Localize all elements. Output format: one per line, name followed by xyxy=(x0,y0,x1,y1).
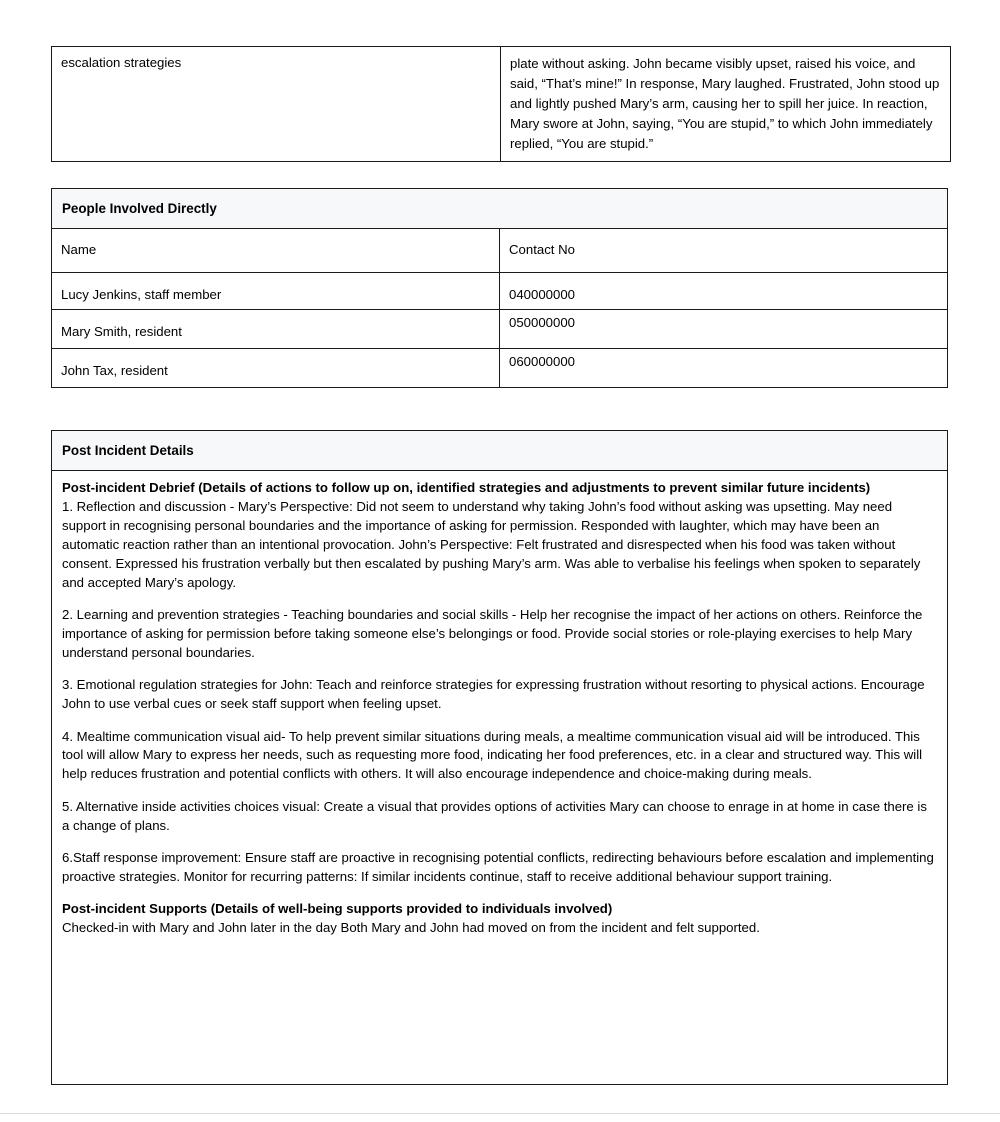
post-incident-body xyxy=(62,479,937,938)
page-boundary-rule xyxy=(0,1113,1000,1114)
incident-narrative-continued-table xyxy=(51,46,951,162)
people-involved-section-title: People Involved Directly xyxy=(62,201,217,216)
table-header-row xyxy=(52,229,948,273)
column-header-contact: Contact No xyxy=(509,242,575,258)
people-involved-section-header-cell xyxy=(52,189,948,229)
person-name-cell xyxy=(52,349,500,388)
table-row xyxy=(52,47,951,162)
incident-narrative-label-cell xyxy=(52,47,501,162)
post-incident-section-header-cell xyxy=(52,431,948,471)
incident-narrative-text-cell xyxy=(501,47,951,162)
person-contact-cell xyxy=(500,310,948,349)
column-header-name-cell xyxy=(52,229,500,273)
column-header-name: Name xyxy=(61,242,97,258)
post-incident-details-table xyxy=(51,430,948,1085)
person-contact-cell xyxy=(500,273,948,310)
debrief-paragraph-5: 5. Alternative inside activities choices visual: Create a visual that provides options of activities Mary can choose to enrage in at home in case there is a change of plans. xyxy=(62,798,927,833)
people-involved-table xyxy=(51,188,948,388)
person-name: Mary Smith, resident xyxy=(61,324,182,340)
person-contact: 040000000 xyxy=(509,287,576,303)
table-section-header-row xyxy=(52,431,948,471)
post-incident-debrief-heading: Post-incident Debrief (Details of actions to follow up on, identified strategies and adjustments to prevent similar future incidents) xyxy=(62,480,871,496)
table-row xyxy=(52,471,948,1085)
person-name: John Tax, resident xyxy=(61,363,168,379)
post-incident-body-cell xyxy=(52,471,948,1085)
table-row xyxy=(52,349,948,388)
table-section-header-row xyxy=(52,189,948,229)
table-row xyxy=(52,273,948,310)
person-name-cell xyxy=(52,273,500,310)
person-contact: 050000000 xyxy=(509,315,576,331)
post-incident-section-title: Post Incident Details xyxy=(62,443,194,458)
debrief-paragraph-6: 6.Staff response improvement: Ensure staff are proactive in recognising potential conflicts, redirecting behaviours before escalation and implementing proactive strategies. Monitor for recurring patterns: If similar incidents continue, staff to receive additional behaviour support training. xyxy=(62,849,934,884)
debrief-paragraph-3: 3. Emotional regulation strategies for John: Teach and reinforce strategies for expressing frustration without resorting to physical actions. Encourage John to use verbal cues or seek staff support when feeling upset. xyxy=(62,677,925,712)
column-header-contact-cell xyxy=(500,229,948,273)
incident-narrative-text: plate without asking. John became visibly upset, raised his voice, and said, “That’s mine!” In response, Mary laughed. Frustrated, John stood up and lightly pushed Mary’s arm, causing her to spill her juice. In reaction, Mary swore at John, saying, “You are stupid,” to which John immediately replied, “You are stupid.” xyxy=(510,56,940,152)
post-incident-supports-text: Checked-in with Mary and John later in the day Both Mary and John had moved on from the incident and felt supported. xyxy=(62,920,760,936)
person-contact-cell xyxy=(500,349,948,388)
debrief-paragraph-2: 2. Learning and prevention strategies - Teaching boundaries and social skills - Help her recognise the impact of her actions on others. Reinforce the importance of asking for permission before taking someone else’s belongings or food. Provide social stories or role-playing exercises to help Mary understand personal boundaries. xyxy=(62,607,923,660)
table-row xyxy=(52,310,948,349)
incident-narrative-label: escalation strategies xyxy=(61,55,182,70)
debrief-paragraph-1: 1. Reflection and discussion - Mary’s Perspective: Did not seem to understand why taking John’s food without asking was upsetting. May need support in recognising personal boundaries and the importance of asking for permission. Responded with laughter, which may have been an automatic reaction rather than an intentional provocation. John’s Perspective: Felt frustrated and disrespected when his food was taken without consent. Expressed his frustration verbally but then escalated by pushing Mary’s arm. Was able to verbalise his feelings when spoken to separately and accepted Mary’s apology. xyxy=(62,499,921,590)
person-name: Lucy Jenkins, staff member xyxy=(61,287,222,303)
debrief-paragraph-4: 4. Mealtime communication visual aid- To help prevent similar situations during meals, a mealtime communication visual aid will be introduced. This tool will allow Mary to express her needs, such as requesting more food, indicating her food preferences, etc. in a clear and structured way. This will help reduces frustration and potential conflicts with others. It will also encourage independence and choice-making during meals. xyxy=(62,728,923,782)
person-name-cell xyxy=(52,310,500,349)
person-contact: 060000000 xyxy=(509,354,576,370)
post-incident-supports-heading: Post-incident Supports (Details of well-being supports provided to individuals involved) xyxy=(62,901,613,917)
